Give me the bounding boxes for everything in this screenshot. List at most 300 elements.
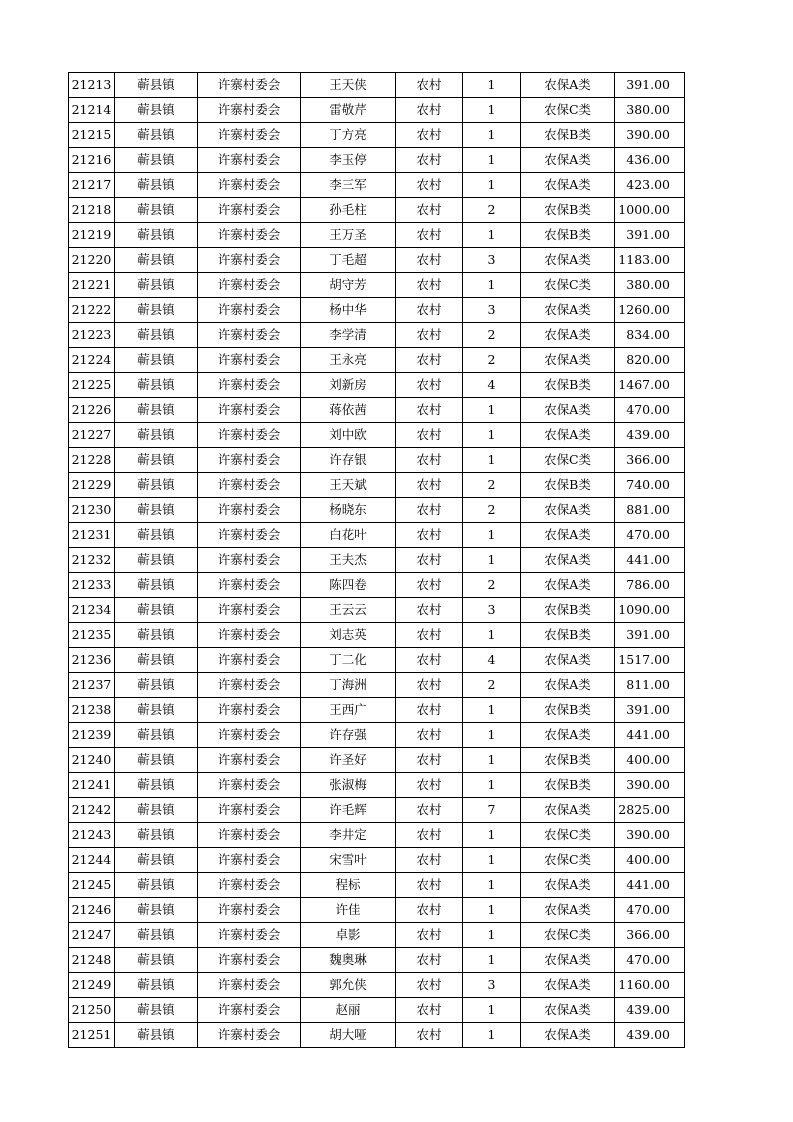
amount-cell: 470.00 [615, 898, 685, 923]
household-count-cell: 4 [463, 373, 521, 398]
person-name-cell: 许毛辉 [301, 798, 396, 823]
village-committee-cell: 许寨村委会 [198, 748, 301, 773]
insurance-class-cell: 农保B类 [521, 223, 615, 248]
household-count-cell: 1 [463, 948, 521, 973]
village-committee-cell: 许寨村委会 [198, 448, 301, 473]
record-id-cell: 21217 [69, 173, 115, 198]
insurance-class-cell: 农保A类 [521, 648, 615, 673]
town-cell: 蕲县镇 [115, 698, 198, 723]
amount-cell: 1517.00 [615, 648, 685, 673]
table-row [69, 73, 685, 98]
household-type-cell: 农村 [396, 698, 463, 723]
town-cell: 蕲县镇 [115, 348, 198, 373]
household-count-cell: 1 [463, 1023, 521, 1048]
insurance-class-cell: 农保B类 [521, 123, 615, 148]
village-committee-cell: 许寨村委会 [198, 373, 301, 398]
insurance-class-cell: 农保A类 [521, 423, 615, 448]
record-id-cell: 21241 [69, 773, 115, 798]
village-committee-cell: 许寨村委会 [198, 773, 301, 798]
village-committee-cell: 许寨村委会 [198, 673, 301, 698]
town-cell: 蕲县镇 [115, 323, 198, 348]
table-row [69, 923, 685, 948]
household-type-cell: 农村 [396, 523, 463, 548]
record-id-cell: 21229 [69, 473, 115, 498]
amount-cell: 391.00 [615, 698, 685, 723]
insurance-class-cell: 农保B类 [521, 773, 615, 798]
town-cell: 蕲县镇 [115, 923, 198, 948]
household-type-cell: 农村 [396, 848, 463, 873]
person-name-cell: 卓影 [301, 923, 396, 948]
village-committee-cell: 许寨村委会 [198, 698, 301, 723]
person-name-cell: 许存银 [301, 448, 396, 473]
person-name-cell: 程标 [301, 873, 396, 898]
person-name-cell: 王永亮 [301, 348, 396, 373]
insurance-class-cell: 农保A类 [521, 498, 615, 523]
household-count-cell: 1 [463, 448, 521, 473]
amount-cell: 1000.00 [615, 198, 685, 223]
village-committee-cell: 许寨村委会 [198, 823, 301, 848]
amount-cell: 740.00 [615, 473, 685, 498]
record-id-cell: 21251 [69, 1023, 115, 1048]
insurance-class-cell: 农保B类 [521, 373, 615, 398]
amount-cell: 1090.00 [615, 598, 685, 623]
insurance-class-cell: 农保B类 [521, 748, 615, 773]
household-type-cell: 农村 [396, 323, 463, 348]
person-name-cell: 王西广 [301, 698, 396, 723]
town-cell: 蕲县镇 [115, 898, 198, 923]
household-type-cell: 农村 [396, 573, 463, 598]
town-cell: 蕲县镇 [115, 223, 198, 248]
household-type-cell: 农村 [396, 148, 463, 173]
person-name-cell: 李井定 [301, 823, 396, 848]
record-id-cell: 21213 [69, 73, 115, 98]
amount-cell: 441.00 [615, 723, 685, 748]
amount-cell: 441.00 [615, 873, 685, 898]
town-cell: 蕲县镇 [115, 473, 198, 498]
amount-cell: 366.00 [615, 923, 685, 948]
person-name-cell: 雷敬芹 [301, 98, 396, 123]
amount-cell: 391.00 [615, 623, 685, 648]
table-row [69, 398, 685, 423]
table-row [69, 473, 685, 498]
record-id-cell: 21246 [69, 898, 115, 923]
town-cell: 蕲县镇 [115, 448, 198, 473]
insurance-class-cell: 农保C类 [521, 823, 615, 848]
town-cell: 蕲县镇 [115, 1023, 198, 1048]
table-row [69, 773, 685, 798]
insurance-class-cell: 农保B类 [521, 623, 615, 648]
household-count-cell: 1 [463, 273, 521, 298]
village-committee-cell: 许寨村委会 [198, 198, 301, 223]
town-cell: 蕲县镇 [115, 248, 198, 273]
household-type-cell: 农村 [396, 548, 463, 573]
insurance-class-cell: 农保A类 [521, 323, 615, 348]
household-count-cell: 1 [463, 898, 521, 923]
village-committee-cell: 许寨村委会 [198, 798, 301, 823]
insurance-class-cell: 农保C类 [521, 273, 615, 298]
household-type-cell: 农村 [396, 598, 463, 623]
village-committee-cell: 许寨村委会 [198, 248, 301, 273]
amount-cell: 811.00 [615, 673, 685, 698]
village-committee-cell: 许寨村委会 [198, 348, 301, 373]
person-name-cell: 刘中欧 [301, 423, 396, 448]
household-type-cell: 农村 [396, 473, 463, 498]
village-committee-cell: 许寨村委会 [198, 273, 301, 298]
insurance-class-cell: 农保A类 [521, 998, 615, 1023]
household-count-cell: 3 [463, 298, 521, 323]
record-id-cell: 21227 [69, 423, 115, 448]
village-committee-cell: 许寨村委会 [198, 548, 301, 573]
town-cell: 蕲县镇 [115, 948, 198, 973]
town-cell: 蕲县镇 [115, 823, 198, 848]
amount-cell: 439.00 [615, 1023, 685, 1048]
table-row [69, 623, 685, 648]
insurance-class-cell: 农保A类 [521, 173, 615, 198]
record-id-cell: 21218 [69, 198, 115, 223]
record-id-cell: 21231 [69, 523, 115, 548]
household-type-cell: 农村 [396, 423, 463, 448]
table-row [69, 598, 685, 623]
person-name-cell: 李三军 [301, 173, 396, 198]
household-count-cell: 1 [463, 923, 521, 948]
household-count-cell: 1 [463, 223, 521, 248]
village-committee-cell: 许寨村委会 [198, 923, 301, 948]
town-cell: 蕲县镇 [115, 748, 198, 773]
household-type-cell: 农村 [396, 898, 463, 923]
village-committee-cell: 许寨村委会 [198, 873, 301, 898]
table-row [69, 548, 685, 573]
insurance-class-cell: 农保B类 [521, 598, 615, 623]
record-id-cell: 21226 [69, 398, 115, 423]
household-count-cell: 1 [463, 998, 521, 1023]
household-type-cell: 农村 [396, 998, 463, 1023]
records-table-body [69, 73, 685, 1048]
person-name-cell: 丁二化 [301, 648, 396, 673]
amount-cell: 391.00 [615, 223, 685, 248]
person-name-cell: 王天斌 [301, 473, 396, 498]
town-cell: 蕲县镇 [115, 848, 198, 873]
amount-cell: 470.00 [615, 523, 685, 548]
person-name-cell: 宋雪叶 [301, 848, 396, 873]
table-row [69, 748, 685, 773]
table-row [69, 673, 685, 698]
amount-cell: 470.00 [615, 948, 685, 973]
village-committee-cell: 许寨村委会 [198, 473, 301, 498]
village-committee-cell: 许寨村委会 [198, 1023, 301, 1048]
town-cell: 蕲县镇 [115, 673, 198, 698]
village-committee-cell: 许寨村委会 [198, 398, 301, 423]
village-committee-cell: 许寨村委会 [198, 498, 301, 523]
town-cell: 蕲县镇 [115, 973, 198, 998]
town-cell: 蕲县镇 [115, 573, 198, 598]
household-count-cell: 1 [463, 548, 521, 573]
household-count-cell: 1 [463, 73, 521, 98]
person-name-cell: 丁毛超 [301, 248, 396, 273]
amount-cell: 834.00 [615, 323, 685, 348]
household-type-cell: 农村 [396, 98, 463, 123]
household-type-cell: 农村 [396, 273, 463, 298]
household-type-cell: 农村 [396, 923, 463, 948]
household-count-cell: 1 [463, 173, 521, 198]
person-name-cell: 胡大哑 [301, 1023, 396, 1048]
village-committee-cell: 许寨村委会 [198, 298, 301, 323]
village-committee-cell: 许寨村委会 [198, 648, 301, 673]
household-count-cell: 1 [463, 873, 521, 898]
town-cell: 蕲县镇 [115, 198, 198, 223]
insurance-class-cell: 农保B类 [521, 473, 615, 498]
person-name-cell: 王万圣 [301, 223, 396, 248]
insurance-class-cell: 农保C类 [521, 848, 615, 873]
table-row [69, 573, 685, 598]
table-row [69, 323, 685, 348]
person-name-cell: 李玉停 [301, 148, 396, 173]
table-row [69, 998, 685, 1023]
household-count-cell: 1 [463, 398, 521, 423]
insurance-class-cell: 农保A类 [521, 673, 615, 698]
record-id-cell: 21243 [69, 823, 115, 848]
village-committee-cell: 许寨村委会 [198, 598, 301, 623]
person-name-cell: 张淑梅 [301, 773, 396, 798]
town-cell: 蕲县镇 [115, 373, 198, 398]
insurance-class-cell: 农保A类 [521, 523, 615, 548]
household-type-cell: 农村 [396, 773, 463, 798]
record-id-cell: 21234 [69, 598, 115, 623]
person-name-cell: 白花叶 [301, 523, 396, 548]
household-count-cell: 2 [463, 498, 521, 523]
household-count-cell: 1 [463, 623, 521, 648]
village-committee-cell: 许寨村委会 [198, 223, 301, 248]
amount-cell: 441.00 [615, 548, 685, 573]
village-committee-cell: 许寨村委会 [198, 523, 301, 548]
insurance-class-cell: 农保B类 [521, 698, 615, 723]
household-type-cell: 农村 [396, 398, 463, 423]
person-name-cell: 丁海洲 [301, 673, 396, 698]
person-name-cell: 郭允侠 [301, 973, 396, 998]
household-count-cell: 1 [463, 698, 521, 723]
record-id-cell: 21221 [69, 273, 115, 298]
household-type-cell: 农村 [396, 1023, 463, 1048]
town-cell: 蕲县镇 [115, 498, 198, 523]
amount-cell: 1467.00 [615, 373, 685, 398]
amount-cell: 439.00 [615, 998, 685, 1023]
record-id-cell: 21232 [69, 548, 115, 573]
record-id-cell: 21220 [69, 248, 115, 273]
table-row [69, 423, 685, 448]
insurance-class-cell: 农保A类 [521, 723, 615, 748]
amount-cell: 436.00 [615, 148, 685, 173]
table-row [69, 498, 685, 523]
record-id-cell: 21242 [69, 798, 115, 823]
table-row [69, 148, 685, 173]
table-row [69, 373, 685, 398]
insurance-class-cell: 农保C类 [521, 923, 615, 948]
household-count-cell: 3 [463, 248, 521, 273]
household-count-cell: 3 [463, 598, 521, 623]
amount-cell: 391.00 [615, 73, 685, 98]
table-row [69, 698, 685, 723]
insurance-class-cell: 农保A类 [521, 873, 615, 898]
household-type-cell: 农村 [396, 748, 463, 773]
household-type-cell: 农村 [396, 198, 463, 223]
insurance-class-cell: 农保A类 [521, 348, 615, 373]
insurance-class-cell: 农保C类 [521, 98, 615, 123]
insurance-class-cell: 农保A类 [521, 548, 615, 573]
household-count-cell: 1 [463, 848, 521, 873]
person-name-cell: 胡守芳 [301, 273, 396, 298]
table-row [69, 223, 685, 248]
household-count-cell: 4 [463, 648, 521, 673]
record-id-cell: 21238 [69, 698, 115, 723]
table-row [69, 648, 685, 673]
table-row [69, 848, 685, 873]
town-cell: 蕲县镇 [115, 298, 198, 323]
household-count-cell: 1 [463, 748, 521, 773]
insurance-class-cell: 农保A类 [521, 798, 615, 823]
household-type-cell: 农村 [396, 248, 463, 273]
person-name-cell: 王夫杰 [301, 548, 396, 573]
amount-cell: 400.00 [615, 848, 685, 873]
records-table [68, 72, 685, 1048]
household-count-cell: 2 [463, 323, 521, 348]
person-name-cell: 孙毛柱 [301, 198, 396, 223]
table-row [69, 248, 685, 273]
household-type-cell: 农村 [396, 123, 463, 148]
village-committee-cell: 许寨村委会 [198, 123, 301, 148]
village-committee-cell: 许寨村委会 [198, 623, 301, 648]
household-count-cell: 1 [463, 148, 521, 173]
village-committee-cell: 许寨村委会 [198, 573, 301, 598]
household-type-cell: 农村 [396, 498, 463, 523]
village-committee-cell: 许寨村委会 [198, 73, 301, 98]
household-count-cell: 2 [463, 348, 521, 373]
town-cell: 蕲县镇 [115, 148, 198, 173]
household-type-cell: 农村 [396, 973, 463, 998]
person-name-cell: 丁方亮 [301, 123, 396, 148]
household-count-cell: 1 [463, 98, 521, 123]
household-count-cell: 7 [463, 798, 521, 823]
person-name-cell: 王云云 [301, 598, 396, 623]
village-committee-cell: 许寨村委会 [198, 323, 301, 348]
household-type-cell: 农村 [396, 823, 463, 848]
town-cell: 蕲县镇 [115, 523, 198, 548]
table-row [69, 798, 685, 823]
town-cell: 蕲县镇 [115, 398, 198, 423]
person-name-cell: 许圣好 [301, 748, 396, 773]
person-name-cell: 杨晓东 [301, 498, 396, 523]
household-type-cell: 农村 [396, 173, 463, 198]
record-id-cell: 21228 [69, 448, 115, 473]
household-type-cell: 农村 [396, 723, 463, 748]
table-row [69, 198, 685, 223]
insurance-class-cell: 农保A类 [521, 898, 615, 923]
household-count-cell: 1 [463, 823, 521, 848]
record-id-cell: 21236 [69, 648, 115, 673]
village-committee-cell: 许寨村委会 [198, 898, 301, 923]
town-cell: 蕲县镇 [115, 423, 198, 448]
amount-cell: 390.00 [615, 123, 685, 148]
amount-cell: 786.00 [615, 573, 685, 598]
insurance-class-cell: 农保A类 [521, 948, 615, 973]
village-committee-cell: 许寨村委会 [198, 723, 301, 748]
town-cell: 蕲县镇 [115, 773, 198, 798]
record-id-cell: 21240 [69, 748, 115, 773]
village-committee-cell: 许寨村委会 [198, 998, 301, 1023]
record-id-cell: 21215 [69, 123, 115, 148]
household-count-cell: 1 [463, 523, 521, 548]
person-name-cell: 刘志英 [301, 623, 396, 648]
household-type-cell: 农村 [396, 373, 463, 398]
record-id-cell: 21247 [69, 923, 115, 948]
household-type-cell: 农村 [396, 873, 463, 898]
town-cell: 蕲县镇 [115, 173, 198, 198]
amount-cell: 820.00 [615, 348, 685, 373]
amount-cell: 1183.00 [615, 248, 685, 273]
insurance-class-cell: 农保A类 [521, 973, 615, 998]
household-type-cell: 农村 [396, 798, 463, 823]
table-row [69, 973, 685, 998]
village-committee-cell: 许寨村委会 [198, 848, 301, 873]
village-committee-cell: 许寨村委会 [198, 148, 301, 173]
table-row [69, 823, 685, 848]
town-cell: 蕲县镇 [115, 648, 198, 673]
record-id-cell: 21222 [69, 298, 115, 323]
record-id-cell: 21239 [69, 723, 115, 748]
person-name-cell: 杨中华 [301, 298, 396, 323]
town-cell: 蕲县镇 [115, 548, 198, 573]
household-count-cell: 1 [463, 723, 521, 748]
amount-cell: 366.00 [615, 448, 685, 473]
person-name-cell: 蒋依茜 [301, 398, 396, 423]
record-id-cell: 21250 [69, 998, 115, 1023]
town-cell: 蕲县镇 [115, 998, 198, 1023]
insurance-class-cell: 农保A类 [521, 398, 615, 423]
village-committee-cell: 许寨村委会 [198, 948, 301, 973]
household-type-cell: 农村 [396, 298, 463, 323]
table-row [69, 448, 685, 473]
insurance-class-cell: 农保C类 [521, 448, 615, 473]
village-committee-cell: 许寨村委会 [198, 173, 301, 198]
amount-cell: 2825.00 [615, 798, 685, 823]
amount-cell: 390.00 [615, 773, 685, 798]
person-name-cell: 许佳 [301, 898, 396, 923]
record-id-cell: 21245 [69, 873, 115, 898]
household-type-cell: 农村 [396, 73, 463, 98]
household-count-cell: 2 [463, 573, 521, 598]
household-count-cell: 1 [463, 773, 521, 798]
record-id-cell: 21233 [69, 573, 115, 598]
table-row [69, 898, 685, 923]
town-cell: 蕲县镇 [115, 873, 198, 898]
amount-cell: 881.00 [615, 498, 685, 523]
village-committee-cell: 许寨村委会 [198, 973, 301, 998]
record-id-cell: 21237 [69, 673, 115, 698]
table-row [69, 173, 685, 198]
household-count-cell: 1 [463, 123, 521, 148]
record-id-cell: 21230 [69, 498, 115, 523]
table-row [69, 98, 685, 123]
amount-cell: 423.00 [615, 173, 685, 198]
household-type-cell: 农村 [396, 948, 463, 973]
table-row [69, 873, 685, 898]
insurance-class-cell: 农保A类 [521, 73, 615, 98]
record-id-cell: 21225 [69, 373, 115, 398]
table-row [69, 723, 685, 748]
record-id-cell: 21216 [69, 148, 115, 173]
table-row [69, 273, 685, 298]
household-type-cell: 农村 [396, 648, 463, 673]
insurance-class-cell: 农保A类 [521, 248, 615, 273]
amount-cell: 380.00 [615, 273, 685, 298]
